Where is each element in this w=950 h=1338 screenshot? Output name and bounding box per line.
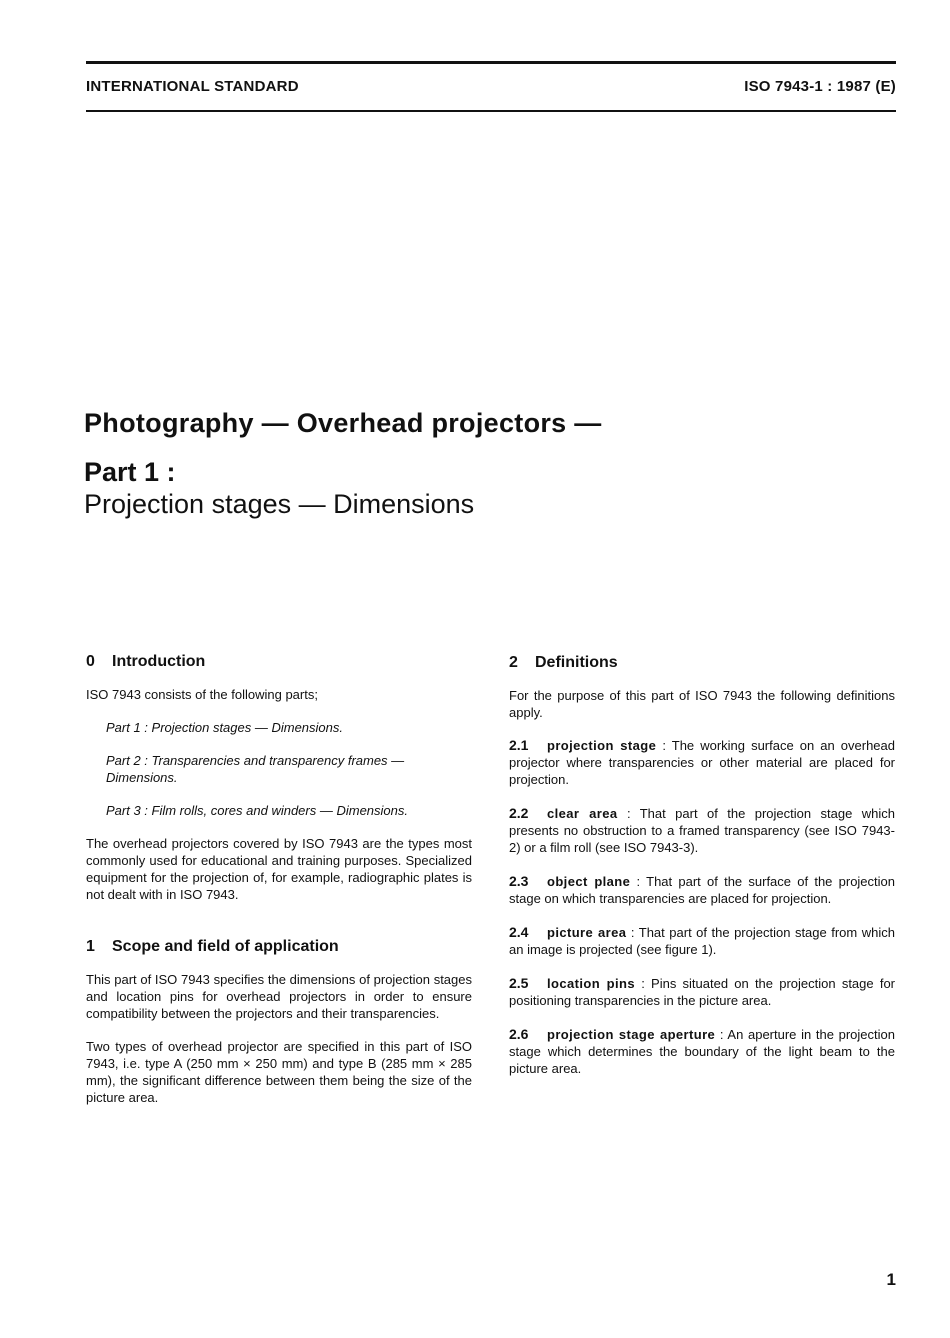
right-column bbox=[509, 653, 895, 1094]
section-title: Definitions bbox=[535, 654, 618, 671]
part-list-item: Part 1 : Projection stages — Dimensions. bbox=[106, 720, 343, 735]
header-rule bbox=[86, 110, 896, 112]
introduction-heading bbox=[86, 652, 472, 672]
definition-number: 2.5 bbox=[509, 975, 529, 991]
definition-text: : That part of the surface of the projection stage on which transparencies are placed for projection. bbox=[509, 874, 896, 906]
definition-item bbox=[509, 924, 895, 958]
section-title: Introduction bbox=[112, 653, 206, 670]
section-title: Scope and field of application bbox=[112, 938, 339, 955]
definition-text: : That part of the projection stage from which an image is projected (see figure 1). bbox=[509, 925, 895, 957]
definition-term: object plane bbox=[547, 874, 631, 889]
page-number: 1 bbox=[886, 1270, 896, 1289]
introduction-lead: ISO 7943 consists of the following parts; bbox=[86, 687, 318, 702]
definition-text: : The working surface on an overhead projector where transparencies or other material are placed for projection. bbox=[509, 738, 895, 787]
introduction-body: The overhead projectors covered by ISO 7943 are the types most commonly used for educational and training purposes. Specialized equipment for the projection of, for example, radiographic plates is not dealt with in ISO 7943. bbox=[86, 836, 472, 902]
definition-item bbox=[509, 805, 895, 856]
definition-term: location pins bbox=[547, 976, 635, 991]
scope-heading bbox=[86, 937, 472, 957]
definition-text: : That part of the projection stage which presents no obstruction to a framed transparency (see ISO 7943-2) or a film roll (see ISO 7943-3). bbox=[509, 806, 895, 855]
definition-term: projection stage bbox=[547, 738, 657, 753]
definitions-heading bbox=[509, 653, 895, 673]
definition-number: 2.2 bbox=[509, 805, 529, 821]
definition-number: 2.4 bbox=[509, 924, 529, 940]
document-subtitle: Projection stages — Dimensions bbox=[84, 489, 475, 519]
part-list-item: Part 3 : Film rolls, cores and winders — Dimensions. bbox=[106, 803, 408, 818]
definition-number: 2.3 bbox=[509, 873, 529, 889]
definition-item bbox=[509, 873, 895, 907]
definition-text: : An aperture in the projection stage which determines the boundary of the light beam to the picture area. bbox=[509, 1027, 895, 1076]
section-number: 1 bbox=[86, 938, 95, 955]
scope-paragraph: This part of ISO 7943 specifies the dimensions of projection stages and location pins for overhead projectors in order to ensure compatibility between the projectors and their transparencies. bbox=[86, 972, 472, 1021]
definition-term: picture area bbox=[547, 925, 627, 940]
part-list-item: Part 2 : Transparencies and transparency frames — Dimensions. bbox=[106, 753, 405, 785]
definition-term: clear area bbox=[547, 806, 618, 821]
header-document-number: ISO 7943-1 : 1987 (E) bbox=[744, 78, 896, 95]
definition-term: projection stage aperture bbox=[547, 1027, 716, 1042]
definition-number: 2.1 bbox=[509, 737, 529, 753]
section-number: 0 bbox=[86, 653, 95, 670]
definition-item bbox=[509, 1026, 895, 1077]
section-number: 2 bbox=[509, 654, 518, 671]
scope-paragraph: Two types of overhead projector are specified in this part of ISO 7943, i.e. type A (250 mm × 250 mm) and type B (285 mm × 285 mm), the significant difference between them being the size of the picture area. bbox=[86, 1039, 472, 1105]
definition-item bbox=[509, 975, 895, 1009]
definition-text: : Pins situated on the projection stage for positioning transparencies in the picture area. bbox=[509, 976, 896, 1008]
left-column bbox=[86, 652, 472, 1106]
definition-item bbox=[509, 737, 895, 788]
document-part-label: Part 1 : bbox=[84, 457, 176, 487]
header-standard-label: INTERNATIONAL STANDARD bbox=[86, 78, 299, 95]
top-rule bbox=[86, 61, 896, 64]
document-title: Photography — Overhead projectors — bbox=[84, 408, 602, 438]
definitions-lead: For the purpose of this part of ISO 7943 the following definitions apply. bbox=[509, 688, 895, 720]
definition-number: 2.6 bbox=[509, 1026, 529, 1042]
